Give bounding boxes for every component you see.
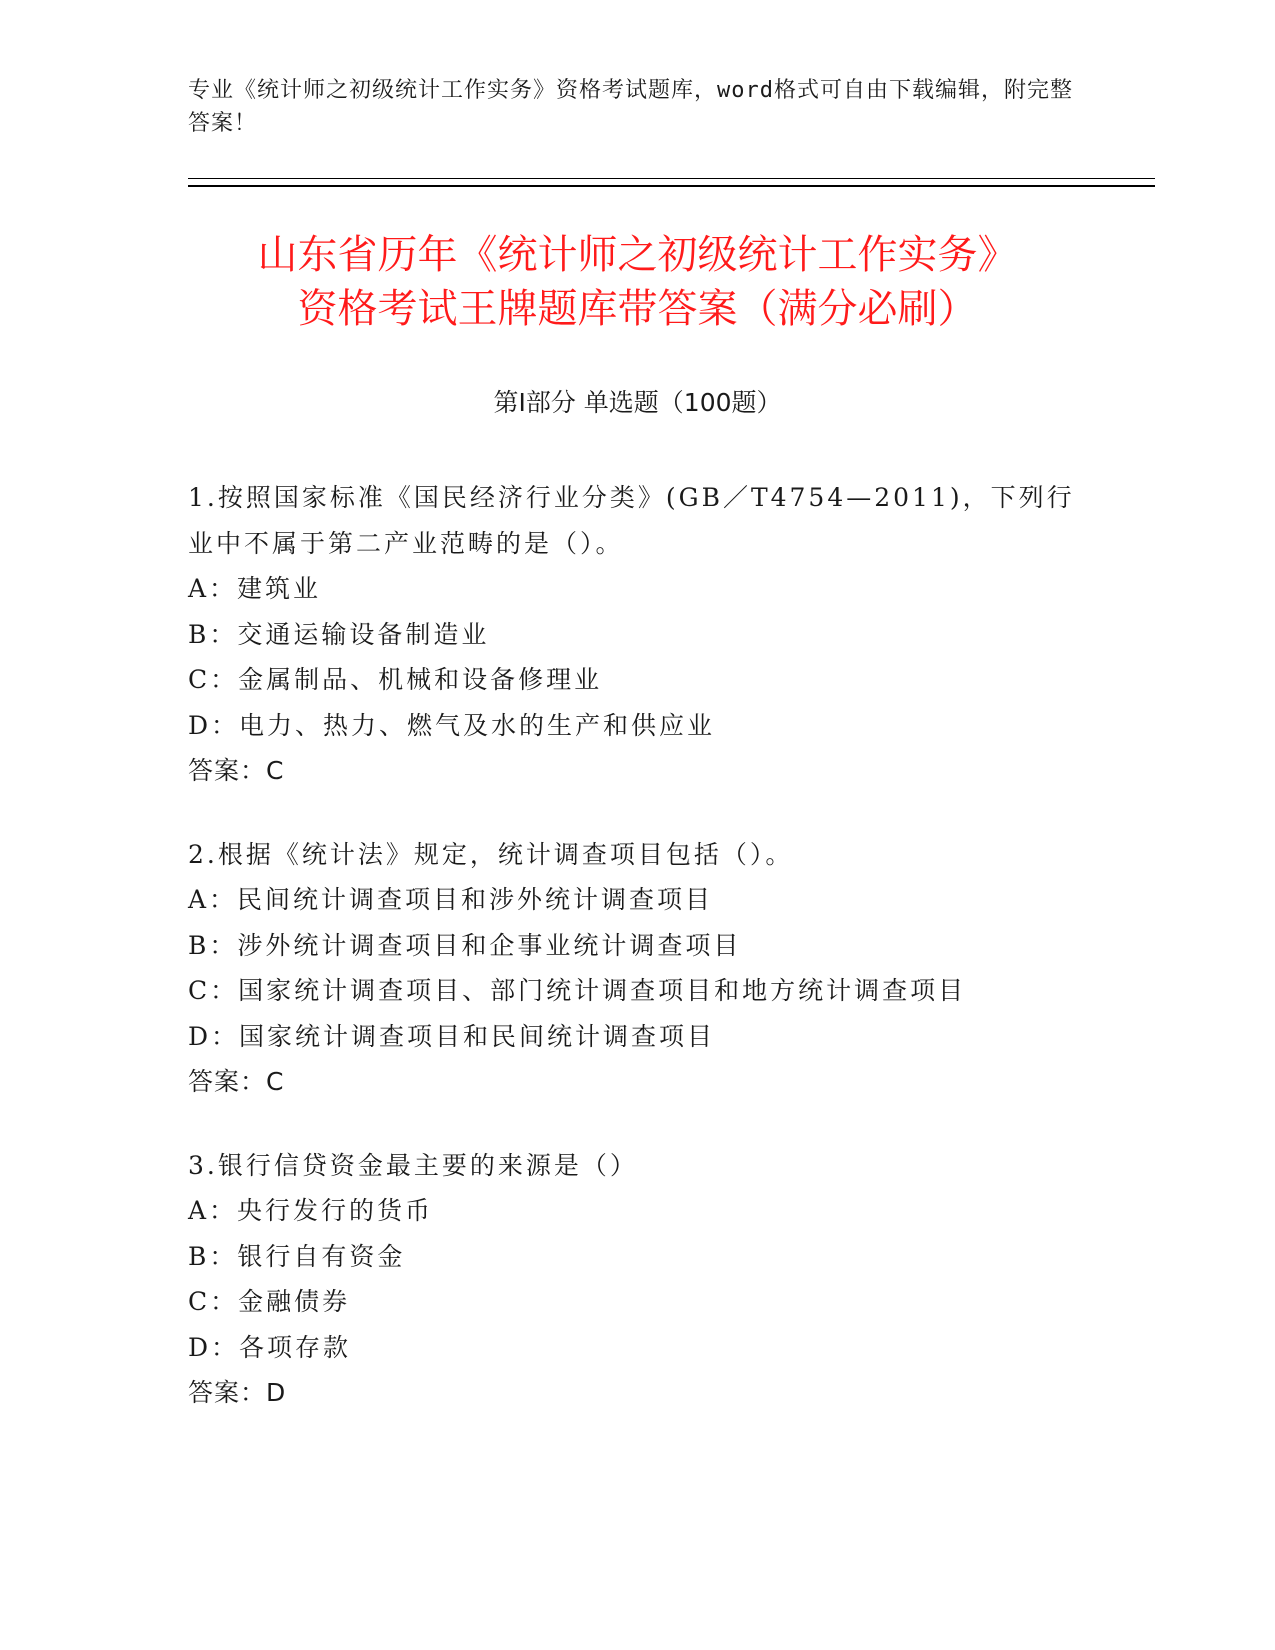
- option-d: D：国家统计调查项目和民间统计调查项目: [188, 1021, 716, 1051]
- document-title: [100, 228, 1175, 336]
- option-a: A：建筑业: [188, 574, 322, 603]
- answer: 答案：C: [188, 1067, 285, 1096]
- option-a: A：民间统计调查项目和涉外统计调查项目: [188, 885, 714, 914]
- option-b: B：交通运输设备制造业: [188, 619, 490, 649]
- question-stem: 1.按照国家标准《国民经济行业分类》(GB／T4754—2011)，下列行业中不属于第二产业范畴的是（）。: [188, 483, 1075, 558]
- title-line-2: 资格考试王牌题库带答案（满分必刷）: [297, 286, 978, 332]
- option-d: D：电力、热力、燃气及水的生产和供应业: [188, 710, 716, 740]
- question-stem: 3.银行信贷资金最主要的来源是（）: [188, 1150, 638, 1180]
- option-c: C：国家统计调查项目、部门统计调查项目和地方统计调查项目: [188, 976, 967, 1005]
- question-1: [188, 475, 1088, 794]
- option-c: C：金属制品、机械和设备修理业: [188, 665, 603, 694]
- header-divider-thick: [188, 185, 1155, 187]
- question-3: [188, 1143, 1088, 1416]
- option-d: D：各项存款: [188, 1332, 352, 1362]
- header-note: 专业《统计师之初级统计工作实务》资格考试题库，word格式可自由下载编辑，附完整答案！: [188, 78, 1073, 136]
- option-b: B：涉外统计调查项目和企事业统计调查项目: [188, 930, 742, 960]
- answer: 答案：C: [188, 756, 285, 785]
- option-c: C：金融债券: [188, 1287, 351, 1316]
- question-2: [188, 832, 1088, 1105]
- section-heading: 第Ⅰ部分 单选题（100题）: [493, 388, 782, 417]
- header-divider-thin: [188, 178, 1155, 179]
- option-a: A：央行发行的货币: [188, 1196, 434, 1225]
- title-line-1: 山东省历年《统计师之初级统计工作实务》: [257, 232, 1018, 278]
- option-b: B：银行自有资金: [188, 1241, 406, 1271]
- question-list: [188, 475, 1088, 1454]
- answer: 答案：D: [188, 1378, 287, 1407]
- question-stem: 2.根据《统计法》规定，统计调查项目包括（）。: [188, 839, 794, 869]
